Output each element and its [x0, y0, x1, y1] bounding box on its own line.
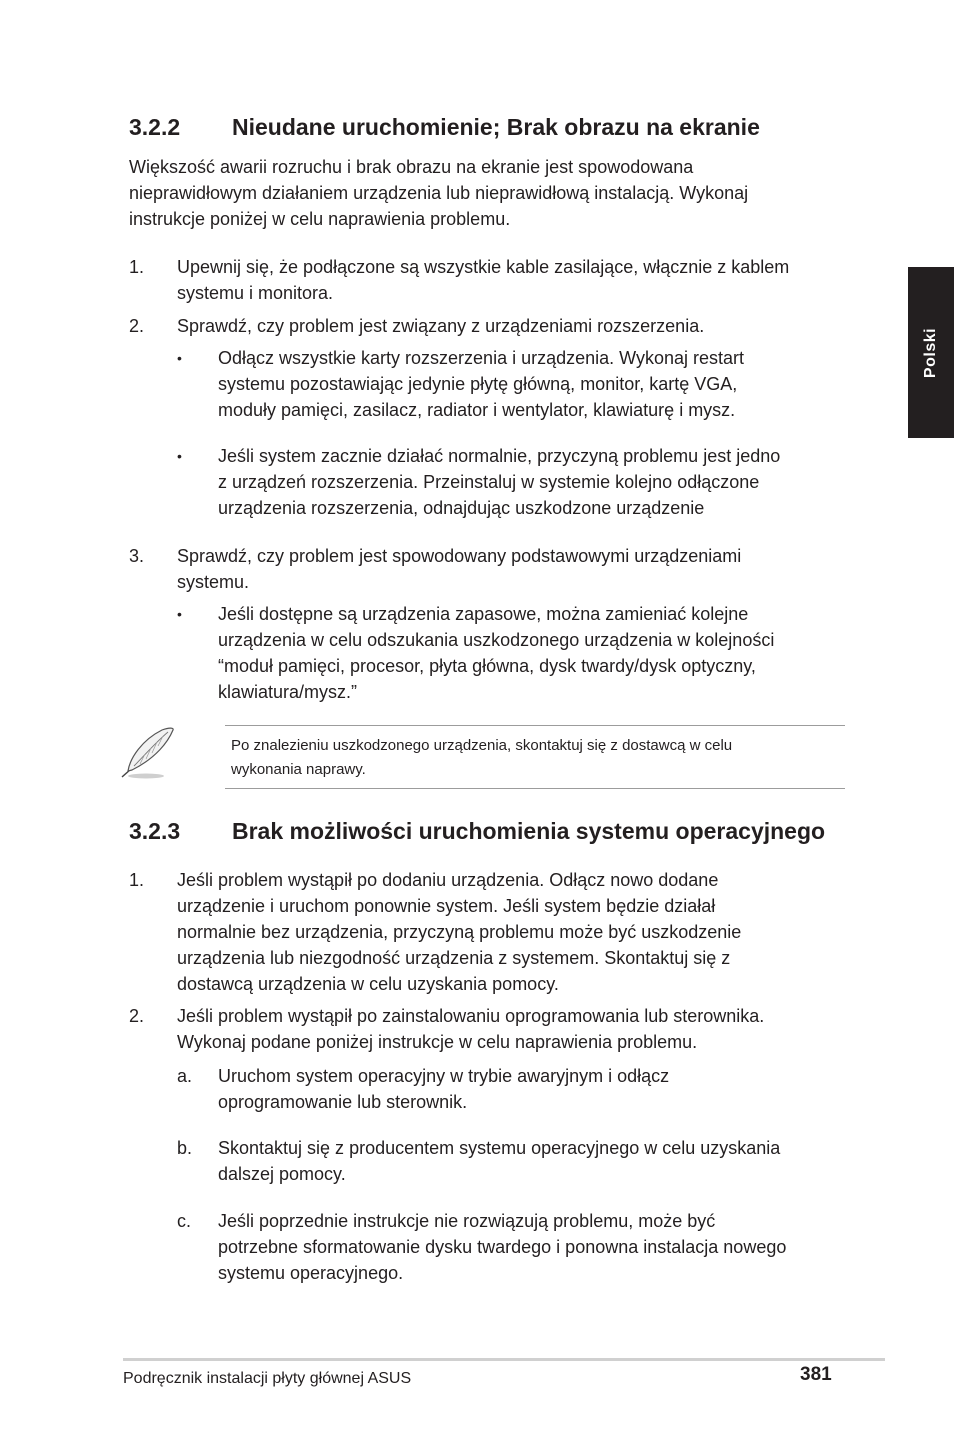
text-line: dostawcą urządzenia w celu uzyskania pomocy.: [177, 974, 559, 994]
intro-paragraph: [129, 154, 849, 232]
text-line: urządzenia lub niezgodność urządzenia z systemem. Skontaktuj się z: [177, 948, 731, 968]
text-line: dalszej pomocy.: [218, 1164, 346, 1184]
text-line: “moduł pamięci, procesor, płyta główna, dysk twardy/dysk optyczny,: [218, 656, 756, 676]
bullet-text: [218, 443, 780, 521]
list-item-text: [177, 1003, 764, 1055]
list-item-text: [177, 867, 741, 997]
note-bottom-rule: [225, 788, 845, 789]
text-line: Jeśli system zacznie działać normalnie, przyczyną problemu jest jedno: [218, 446, 781, 466]
sub-list-text: [218, 1208, 786, 1286]
text-line: moduły pamięci, zasilacz, radiator i wentylator, klawiaturę i mysz.: [218, 400, 736, 420]
text-line: wykonania naprawy.: [231, 761, 366, 778]
note-text: [231, 734, 841, 782]
text-line: systemu.: [177, 572, 250, 592]
bullet-text: [218, 345, 744, 423]
bullet-item: [177, 601, 857, 705]
intro-line: instrukcje poniżej w celu naprawienia problemu.: [129, 209, 511, 229]
list-item: [129, 867, 849, 997]
section-number: 3.2.2: [129, 114, 181, 140]
intro-line: nieprawidłowym działaniem urządzenia lub nieprawidłową instalacją. Wykonaj: [129, 183, 749, 203]
text-line: urządzenie i uruchom ponownie system. Jeśli system będzie działał: [177, 896, 716, 916]
bullet-item: [177, 443, 857, 521]
text-line: normalnie bez urządzenia, przyczyną problemu może być uszkodzenie: [177, 922, 742, 942]
list-marker: 1.: [129, 870, 145, 890]
quill-pen-icon: [118, 724, 180, 782]
list-marker: 2.: [129, 316, 145, 336]
section-title: Nieudane uruchomienie; Brak obrazu na ekranie: [232, 114, 760, 140]
section-heading-323: [129, 817, 869, 845]
list-item-text: [177, 254, 789, 306]
note-top-rule: [225, 725, 845, 726]
bullet-marker: •: [177, 606, 182, 622]
text-line: Jeśli problem wystąpił po zainstalowaniu oprogramowania lub sterownika.: [177, 1006, 765, 1026]
bullet-item: [177, 345, 857, 423]
sub-list-item: [177, 1135, 857, 1187]
text-line: Sprawdź, czy problem jest związany z urządzeniami rozszerzenia.: [177, 316, 705, 336]
section-heading-322: [129, 113, 849, 141]
sub-list-item: [177, 1208, 857, 1286]
sub-list-marker: c.: [177, 1211, 192, 1231]
list-item: [129, 1003, 849, 1055]
list-marker: 3.: [129, 546, 145, 566]
text-line: Jeśli dostępne są urządzenia zapasowe, można zamieniać kolejne: [218, 604, 749, 624]
bullet-text: [218, 601, 774, 705]
text-line: Jeśli poprzednie instrukcje nie rozwiązują problemu, może być: [218, 1211, 716, 1231]
text-line: systemu pozostawiając jedynie płytę główną, monitor, kartę VGA,: [218, 374, 738, 394]
sub-list-marker: a.: [177, 1066, 193, 1086]
list-marker: 1.: [129, 257, 145, 277]
sub-list-text: [218, 1135, 780, 1187]
text-line: Sprawdź, czy problem jest spowodowany podstawowymi urządzeniami: [177, 546, 742, 566]
text-line: systemu i monitora.: [177, 283, 334, 303]
list-marker: 2.: [129, 1006, 145, 1026]
list-item: [129, 254, 849, 306]
sub-list-text: [218, 1063, 669, 1115]
sub-list-marker: b.: [177, 1138, 193, 1158]
sub-list-item: [177, 1063, 857, 1115]
language-tab-label: Polski: [922, 327, 939, 378]
text-line: urządzenia w celu odszukania uszkodzonego urządzenia w kolejności: [218, 630, 775, 650]
text-line: Odłącz wszystkie karty rozszerzenia i urządzenia. Wykonaj restart: [218, 348, 745, 368]
section-title: Brak możliwości uruchomienia systemu operacyjnego: [232, 818, 826, 844]
section-number: 3.2.3: [129, 818, 181, 844]
list-item: [129, 313, 849, 339]
bullet-marker: •: [177, 350, 182, 366]
text-line: Po znalezieniu uszkodzonego urządzenia, skontaktuj się z dostawcą w celu: [231, 737, 733, 754]
text-line: z urządzeń rozszerzenia. Przeinstaluj w systemie kolejno odłączone: [218, 472, 760, 492]
text-line: Uruchom system operacyjny w trybie awaryjnym i odłącz: [218, 1066, 670, 1086]
list-item-text: [177, 313, 704, 339]
footer-rule: [123, 1358, 885, 1361]
text-line: Upewnij się, że podłączone są wszystkie kable zasilające, włącznie z kablem: [177, 257, 790, 277]
text-line: Skontaktuj się z producentem systemu operacyjnego w celu uzyskania: [218, 1138, 781, 1158]
language-tab: [908, 267, 954, 438]
list-item-text: [177, 543, 741, 595]
bullet-marker: •: [177, 448, 182, 464]
text-line: oprogramowanie lub sterownik.: [218, 1092, 468, 1112]
text-line: Jeśli problem wystąpił po dodaniu urządzenia. Odłącz nowo dodane: [177, 870, 719, 890]
footer-manual-title: Podręcznik instalacji płyty głównej ASUS: [123, 1370, 412, 1387]
page-number: 381: [800, 1364, 832, 1385]
text-line: Wykonaj podane poniżej instrukcje w celu naprawienia problemu.: [177, 1032, 698, 1052]
text-line: klawiatura/mysz.”: [218, 682, 358, 702]
intro-line: Większość awarii rozruchu i brak obrazu na ekranie jest spowodowana: [129, 157, 694, 177]
list-item: [129, 543, 849, 595]
text-line: urządzenia rozszerzenia, odnajdując uszkodzone urządzenie: [218, 498, 705, 518]
text-line: systemu operacyjnego.: [218, 1263, 404, 1283]
text-line: potrzebne sformatowanie dysku twardego i ponowna instalacja nowego: [218, 1237, 787, 1257]
